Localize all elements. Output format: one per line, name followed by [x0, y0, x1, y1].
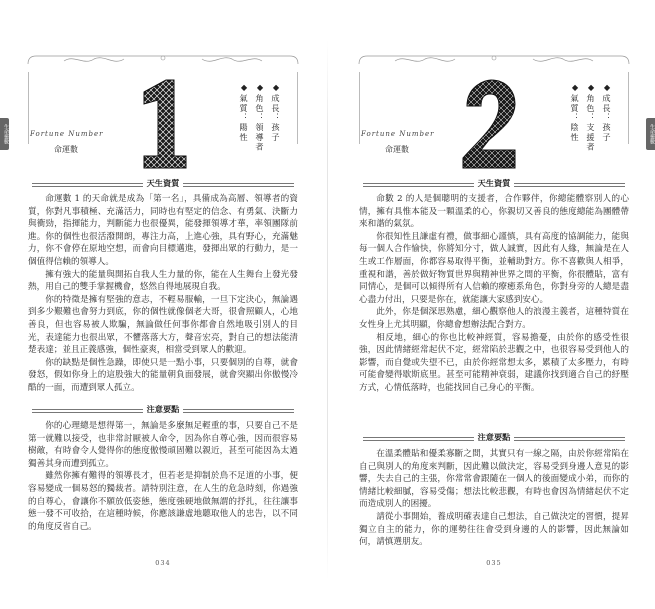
scroll-ornament-icon — [24, 52, 302, 68]
attribute-temperament: ◆氣質：陰性 — [570, 82, 580, 143]
attribute-role: ◆角色：支援者 — [586, 82, 596, 152]
chapter-tab-right: 生命靈數 — [646, 118, 655, 150]
section-heading-talent: 天生資質 — [355, 178, 633, 190]
chapter-tab-left: 生命靈數 — [0, 118, 9, 150]
right-page — [355, 52, 633, 567]
frame-line — [297, 72, 298, 144]
notes-text: 你的心理總是想得第一，無論是多麼無足輕重的事，只要自己不是第一就難以接受，也非常討厭被人命令，因為你自尊心強，因而很容易樹敵，有時會令人覺得你的態度傲慢頑固難以親近，甚至可能因為太過獨善其身而遭到孤立。 雖然你擁有難得的領導長才，但若老是抑制於鳥不足道的小事，便容易變成一個易怒的獨裁者。請特別注意，在人生的危急時刻，你過強的自尊心，會讓你不願放低姿態，態度強硬地做無謂的抒扎，往往讓事態一發不可收拾，在這種時候，你應該謙虛地聽取他人的忠告，以不同的角度反省自己。 — [28, 421, 298, 532]
attribute-growth: ◆成長：孩子 — [271, 82, 281, 143]
fortune-number-label: Fortune Number — [361, 130, 435, 138]
fortune-number-cn: 命運數 — [54, 145, 78, 154]
page-number: 034 — [155, 559, 171, 567]
left-page — [24, 52, 302, 567]
section-heading-notes: 注意要點 — [355, 432, 633, 444]
attribute-temperament: ◆氣質：陽性 — [239, 82, 249, 143]
attribute-growth: ◆成長：孩子 — [602, 82, 612, 143]
fortune-number-label: Fortune Number — [30, 130, 104, 138]
number-two-emblem — [459, 78, 519, 170]
fortune-number-cn: 命運數 — [385, 145, 409, 154]
page-number: 035 — [486, 559, 502, 567]
scroll-ornament-icon — [355, 52, 633, 68]
frame-line — [28, 72, 29, 144]
frame-line — [359, 72, 360, 144]
talent-text: 命運數 1 的天命就是成為「第一名」，具備成為高層、領導者的資質，你對凡事積極、充滿活力，同時也有堅定的信念、有勇氣、決斷力與衝勁，指揮能力，判斷能力也很優異，能發揮領導才華，率領團隊前進。你的個性也很活潑開朗，專注力高，上進心強，具有野心，充滿魅力，你不會停在原地空想，而會向目標邁進，發揮出眾的行動力，是一個值得信賴的領導人。 擁有強大的能量與開拓自我人生力量的你，能在人生舞台上發光發熱，用自己的雙手掌握機會，悠然自得地展現自我。 你的特徵是擁有堅強的意志，不輕易服輸，一旦下定決心，無論遇到多少艱難也會努力到底，你的個性就像個老大哥，很會照顧人，心地善良，但也容易被人欺騙，無論做任何事你都會自然地吸引別人的目光，表達能力也很出眾，不懼落落大方，聲音宏亮，對自己的想法能清楚表達；並且正義感強，個性豪爽，相當受到眾人的歡迎。 你的缺點是個性急躁，即使只是一點小事，只要個別的自尊，就會發怒，假如你身上的這股強大的能量朝負面發展，就會突顯出你傲慢冷酷的一面，而遭到眾人孤立。 — [28, 194, 298, 393]
section-heading-talent: 天生資質 — [24, 178, 302, 190]
talent-text: 命數 2 的人是個聰明的支援者，合作夥伴，你總能體察別人的心情，擁有具惟本能及一顆溫柔的心，你親切又善良的態度總能為團體帶來和諧的氣氛。 你很知性且謙虛有禮，做事細心謹慎，具有高度的協調能力，能與每一個人合作愉快，你將知分寸，做人誠實，因此有人緣，無論是在人生或工作層面，你都容易取得平衡，並輔助對方。你不喜歡與人相爭，重視和諧，善於做好物質世界與精神世界之間的平衡，你很體貼，富有同情心，是個可以傾得所有人信賴的療癒系角色，你對身旁的人總是盡心盡力付出，只要是你在，就能讓大家感到安心。 此外，你是個深思熟慮，細心觀察他人的浪漫主義者，這種特質在女性身上尤其明顯，你總會想辦法配合對方。 相反地，細心的你也比較神經質，容易擔憂，由於你的感受性很強，因此情緒經常起伏不定，經常陷於悲觀之中，也很容易受到他人的影響，而自覺或失望不已，由於你經常想太多，累積了太多壓力，有時可能會變得歇斯底里。甚至可能精神衰弱，建議你找到適合自己的紓壓方式，心情低落時，也能找回自己身心的平衡。 — [359, 194, 629, 393]
book-gutter — [327, 40, 328, 580]
number-one-emblem — [130, 78, 190, 170]
notes-text: 在溫柔體貼和優柔寡斷之間，其實只有一線之隔，由於你經常陷在自己與別人的角度來判斷，因此難以做決定，容易受到身邊人意見的影響，失去自己的主張，你常常會跟隨在一個人的後面變成小弟，而你的情緒比較細膩，容易受傷；想法比較悲觀，有時也會因為情緒起伏不定而造成別人的困擾。 請從小事開始，養成明確表達自己想法，自己做決定的習慣，提昇獨立自主的能力，你的運勢往往會受到身邊的人的影響，因此無論如何，請慎選朋友。 — [359, 449, 629, 548]
attribute-role: ◆角色：領導者 — [255, 82, 265, 152]
frame-line — [628, 72, 629, 144]
section-heading-notes: 注意要點 — [24, 404, 302, 416]
